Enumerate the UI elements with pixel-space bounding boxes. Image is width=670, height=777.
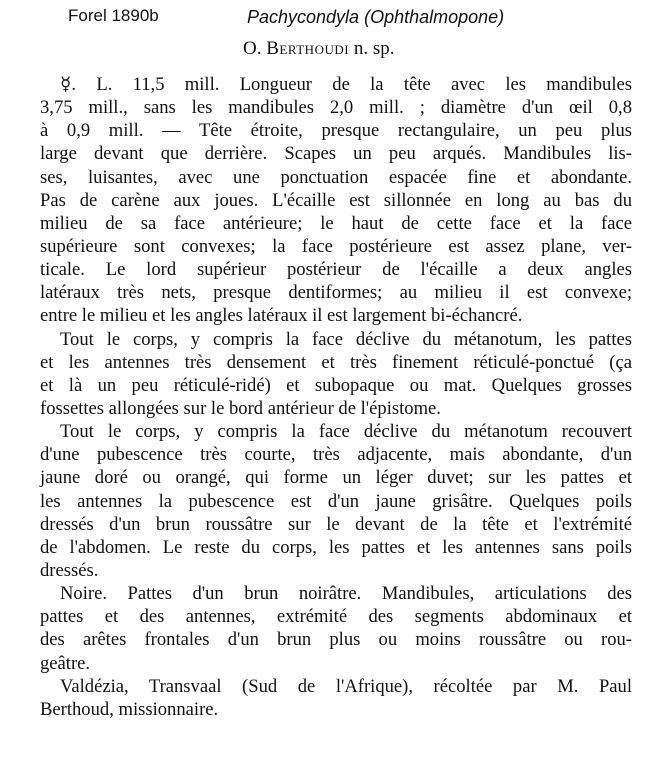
paragraph-2-line: et les antennes très densement et très finement réticulé-ponctué (ça	[40, 351, 632, 373]
paragraph-3-line: Tout le corps, y compris la face déclive du métanotum recouvert	[60, 421, 632, 443]
paragraph-1-line: ticale. Le lord supérieur postérieur de l'écaille a deux angles	[40, 259, 632, 281]
paragraph-5-line: Valdézia, Transvaal (Sud de l'Afrique), récoltée par M. Paul	[60, 675, 632, 697]
paragraph-3-line: de l'abdomen. Le reste du corps, les pattes et les antennes sans poils	[40, 536, 632, 558]
paragraph-4-line: Noire. Pattes d'un brun noirâtre. Mandibules, articulations des	[60, 583, 632, 605]
genus-title: Pachycondyla (Ophthalmopone)	[247, 7, 505, 27]
paragraph-1-line: large devant que derrière. Scapes un peu arqués. Mandibules lis-	[40, 143, 632, 165]
paragraph-3-line: dressés d'un brun roussâtre sur le devant de la tête et l'extrémité	[40, 513, 632, 535]
paragraph-4-line: des arêtes frontales d'un brun plus ou moins roussâtre ou rou-	[40, 629, 632, 651]
species-abbrev: O.	[243, 38, 262, 59]
species-suffix: n. sp.	[353, 38, 395, 59]
description-text	[40, 73, 632, 721]
paragraph-1-line: supérieure sont convexes; la face postérieure est assez plane, ver-	[40, 235, 632, 257]
paragraph-1-line: Pas de carène aux joues. L'écaille est sillonnée en long au bas du	[40, 189, 632, 211]
paragraph-1-line: ses, luisantes, avec une ponctuation espacée fine et abondante.	[40, 166, 632, 188]
paragraph-1-line: ☿. L. 11,5 mill. Longueur de la tête avec les mandibules	[60, 74, 632, 95]
species-name: Berthoudi	[266, 38, 350, 59]
species-heading	[243, 38, 394, 60]
paragraph-3-line: jaune doré ou orangé, qui forme un léger duvet; sur les pattes et	[40, 467, 632, 489]
paragraph-3-line: dressés.	[40, 559, 99, 581]
paragraph-2-line: et là un peu réticulé-ridé) et subopaque ou mat. Quelques grosses	[40, 374, 632, 396]
paragraph-2-line: fossettes allongées sur le bord antérieur de l'épistome.	[40, 397, 441, 419]
paragraph-3-line: d'une pubescence très courte, très adjacente, mais abondante, d'un	[40, 444, 632, 466]
paragraph-1-line: milieu de sa face antérieure; le haut de cette face et la face	[40, 212, 632, 234]
paragraph-1-line: entre le milieu et les angles latéraux il est largement bi-échancré.	[40, 305, 523, 327]
paragraph-1-line: 3,75 mill., sans les mandibules 2,0 mill. ; diamètre d'un œil 0,8	[40, 97, 632, 119]
citation-label: Forel 1890b	[68, 6, 159, 25]
paragraph-1-line: latéraux très nets, presque dentiformes; au milieu il est convexe;	[40, 282, 632, 304]
paragraph-4-line: pattes et des antennes, extrémité des segments abdominaux et	[40, 606, 632, 628]
paragraph-5-line: Berthoud, missionnaire.	[40, 698, 219, 720]
paragraph-3-line: les antennes la pubescence est d'un jaune grisâtre. Quelques poils	[40, 490, 632, 512]
paragraph-2-line: Tout le corps, y compris la face déclive du métanotum, les pattes	[60, 328, 632, 350]
paragraph-1-line: à 0,9 mill. — Tête étroite, presque rectangulaire, un peu plus	[40, 120, 632, 142]
paragraph-4-line: geâtre.	[40, 652, 91, 674]
